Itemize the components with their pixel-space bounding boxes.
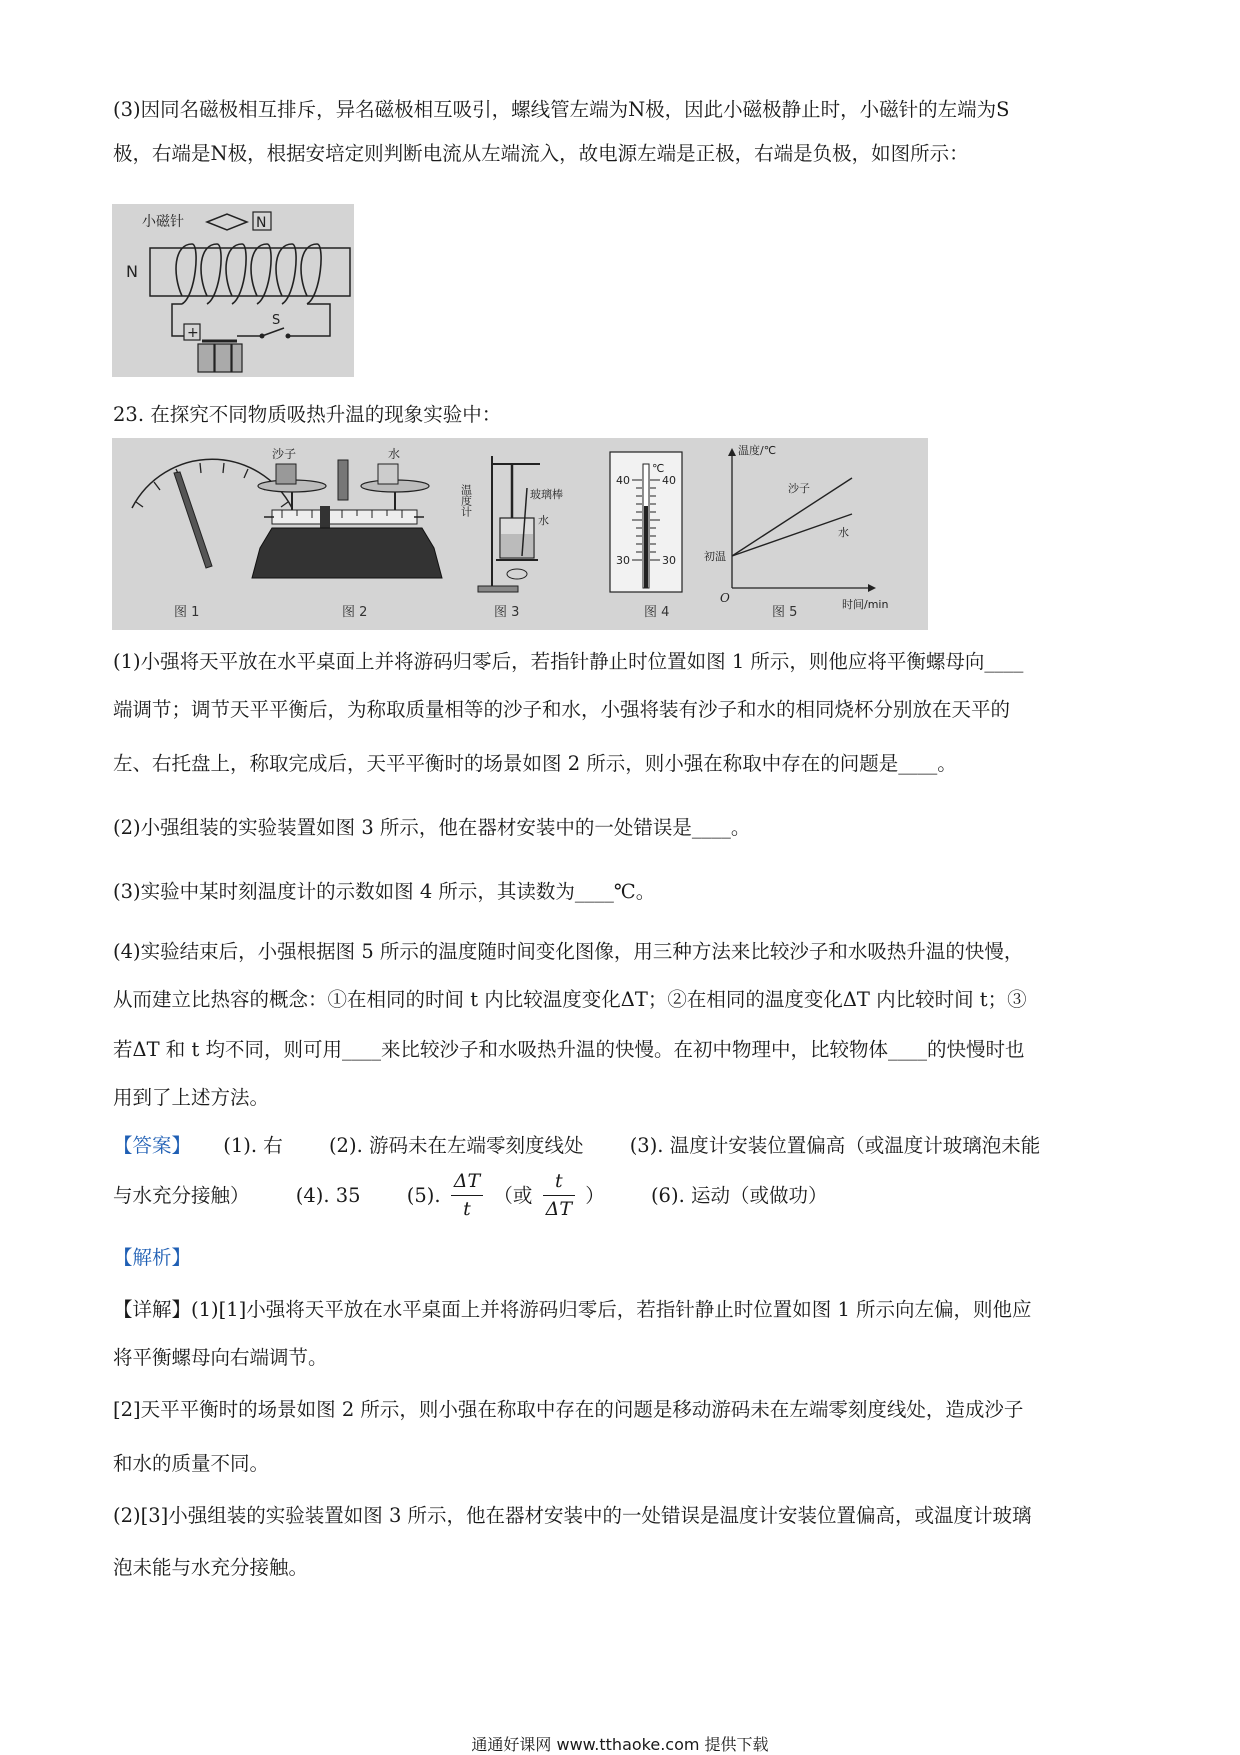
answer-5-prefix: (5). bbox=[406, 1183, 441, 1207]
q23-p1-line2: 端调节；调节天平平衡后，为称取质量相等的沙子和水，小强将装有沙子和水的相同烧杯分别放在天平的 bbox=[113, 698, 1011, 721]
fig4-thermometer bbox=[610, 452, 682, 592]
needle-label: 小磁针 bbox=[142, 214, 184, 230]
fig5-graph bbox=[728, 448, 876, 592]
analysis-d1-line1: 【详解】(1)[1]小强将天平放在水平桌面上并将游码归零后，若指针静止时位置如图 1 所示向左偏，则他应 bbox=[113, 1298, 1032, 1321]
answer-line2 bbox=[113, 1170, 1135, 1230]
analysis-tag-text: 【解析】 bbox=[113, 1246, 192, 1269]
fig1-label: 图 1 bbox=[174, 605, 200, 620]
battery-plus: + bbox=[187, 325, 199, 341]
fig2-water-label: 水 bbox=[388, 447, 401, 461]
fig5-origin: O bbox=[720, 591, 730, 605]
answer-5-denominator: t bbox=[463, 1197, 471, 1220]
fig3-stand bbox=[478, 456, 540, 592]
answer-6: (6). 运动（或做功） bbox=[650, 1183, 828, 1207]
analysis-d3-line1: (2)[3]小强组装的实验装置如图 3 所示，他在器材安装中的一处错误是温度计安装位置偏高，或温度计玻璃 bbox=[113, 1504, 1032, 1527]
needle-pole: N bbox=[256, 215, 267, 231]
coil-left-pole: N bbox=[126, 262, 138, 281]
fig3-thermometer-label: 温度计 bbox=[459, 484, 473, 517]
fig4-label: 图 4 bbox=[644, 605, 670, 620]
analysis-tag bbox=[113, 1246, 1135, 1269]
answer-5-fraction bbox=[451, 1170, 483, 1221]
answer-5-fraction-alt bbox=[543, 1170, 575, 1221]
section3-line2: 极，右端是N极，根据安培定则判断电流从左端流入，故电源左端是正极，右端是负极，如图所示： bbox=[113, 142, 969, 165]
fig5-water-line bbox=[732, 514, 852, 556]
fig3-rod-label: 玻璃棒 bbox=[530, 488, 563, 501]
answer-3-cont: 与水充分接触） bbox=[113, 1183, 250, 1207]
q23-title: 23. 在探究不同物质吸热升温的现象实验中： bbox=[113, 403, 502, 426]
fig2-label: 图 2 bbox=[342, 605, 368, 620]
switch-icon bbox=[262, 328, 284, 336]
fig3-water-label: 水 bbox=[538, 514, 549, 527]
fig5-ylabel: 温度/℃ bbox=[738, 444, 777, 457]
q23-p3: (3)实验中某时刻温度计的示数如图 4 所示，其读数为____℃。 bbox=[113, 880, 656, 903]
fig5-sand-label: 沙子 bbox=[788, 482, 810, 495]
q23-figures bbox=[112, 438, 928, 630]
fig4-tick-30-right: 30 bbox=[662, 554, 676, 567]
q23-p4-line1: (4)实验结束后，小强根据图 5 所示的温度随时间变化图像，用三种方法来比较沙子和水吸热升温的快慢， bbox=[113, 940, 1024, 963]
q23-p2: (2)小强组装的实验装置如图 3 所示，他在器材安装中的一处错误是____。 bbox=[113, 816, 751, 839]
answer-1: (1). 右 bbox=[223, 1134, 283, 1157]
answer-line1 bbox=[113, 1134, 1135, 1157]
coil-windings bbox=[176, 244, 321, 304]
switch-label: S bbox=[272, 313, 281, 328]
answer-5-denominator-alt: ΔT bbox=[545, 1197, 573, 1220]
wire-left bbox=[172, 304, 184, 336]
analysis-d2-line2: 和水的质量不同。 bbox=[113, 1452, 270, 1475]
q23-p1-line3: 左、右托盘上，称取完成后，天平平衡时的场景如图 2 所示，则小强在称取中存在的问题是____。 bbox=[113, 752, 957, 775]
fig4-tick-40-left: 40 bbox=[616, 474, 630, 487]
fig1-needle-icon bbox=[174, 472, 212, 568]
answer-5-numerator-alt: t bbox=[543, 1170, 575, 1196]
fig5-xlabel: 时间/min bbox=[842, 598, 889, 611]
q23-p1-line1: (1)小强将天平放在水平桌面上并将游码归零后，若指针静止时位置如图 1 所示，则他应将平衡螺母向____ bbox=[113, 650, 1024, 673]
fig5-label: 图 5 bbox=[772, 605, 798, 620]
solenoid-figure bbox=[112, 204, 354, 377]
answer-2: (2). 游码未在左端零刻度线处 bbox=[328, 1134, 584, 1157]
analysis-d1-line2: 将平衡螺母向右端调节。 bbox=[113, 1346, 328, 1369]
answer-5-or: （或 bbox=[493, 1183, 533, 1207]
fig4-tick-40-right: 40 bbox=[662, 474, 676, 487]
answer-3: (3). 温度计安装位置偏高（或温度计玻璃泡未能 bbox=[629, 1134, 1041, 1157]
analysis-d3-line2: 泡未能与水充分接触。 bbox=[113, 1556, 309, 1579]
fig4-tick-30-left: 30 bbox=[616, 554, 630, 567]
q23-p4-line2: 从而建立比热容的概念：①在相同的时间 t 内比较温度变化ΔT；②在相同的温度变化ΔT 内比较时间 t；③ bbox=[113, 988, 1027, 1011]
fig2-sand-label: 沙子 bbox=[272, 447, 297, 461]
fig5-initial-temp: 初温 bbox=[704, 550, 726, 563]
wire-right bbox=[288, 304, 330, 336]
answer-4: (4). 35 bbox=[295, 1183, 361, 1207]
q23-figures-svg bbox=[112, 438, 928, 630]
answer-tag: 【答案】 bbox=[113, 1134, 192, 1157]
fig5-water-label: 水 bbox=[838, 526, 849, 539]
answer-5-close: ） bbox=[585, 1183, 605, 1207]
fig3-label: 图 3 bbox=[494, 605, 520, 620]
needle-icon bbox=[207, 214, 247, 230]
fig2-balance bbox=[252, 460, 442, 578]
page-footer: 通通好课网 www.tthaoke.com 提供下载 bbox=[471, 1735, 769, 1754]
fig4-unit: ℃ bbox=[652, 462, 665, 475]
analysis-d2-line1: [2]天平平衡时的场景如图 2 所示，则小强在称取中存在的问题是移动游码未在左端零刻度线处，造成沙子 bbox=[113, 1398, 1024, 1421]
battery-icon bbox=[198, 341, 242, 372]
q23-p4-line3: 若ΔT 和 t 均不同，则可用____来比较沙子和水吸热升温的快慢。在初中物理中，比较物体____的快慢时也 bbox=[113, 1038, 1025, 1061]
section3-line1: (3)因同名磁极相互排斥，异名磁极相互吸引，螺线管左端为N极，因此小磁极静止时，小磁针的左端为S bbox=[113, 98, 1010, 121]
solenoid-diagram bbox=[112, 204, 354, 377]
answer-5-numerator: ΔT bbox=[451, 1170, 483, 1196]
q23-p4-line4: 用到了上述方法。 bbox=[113, 1086, 270, 1109]
